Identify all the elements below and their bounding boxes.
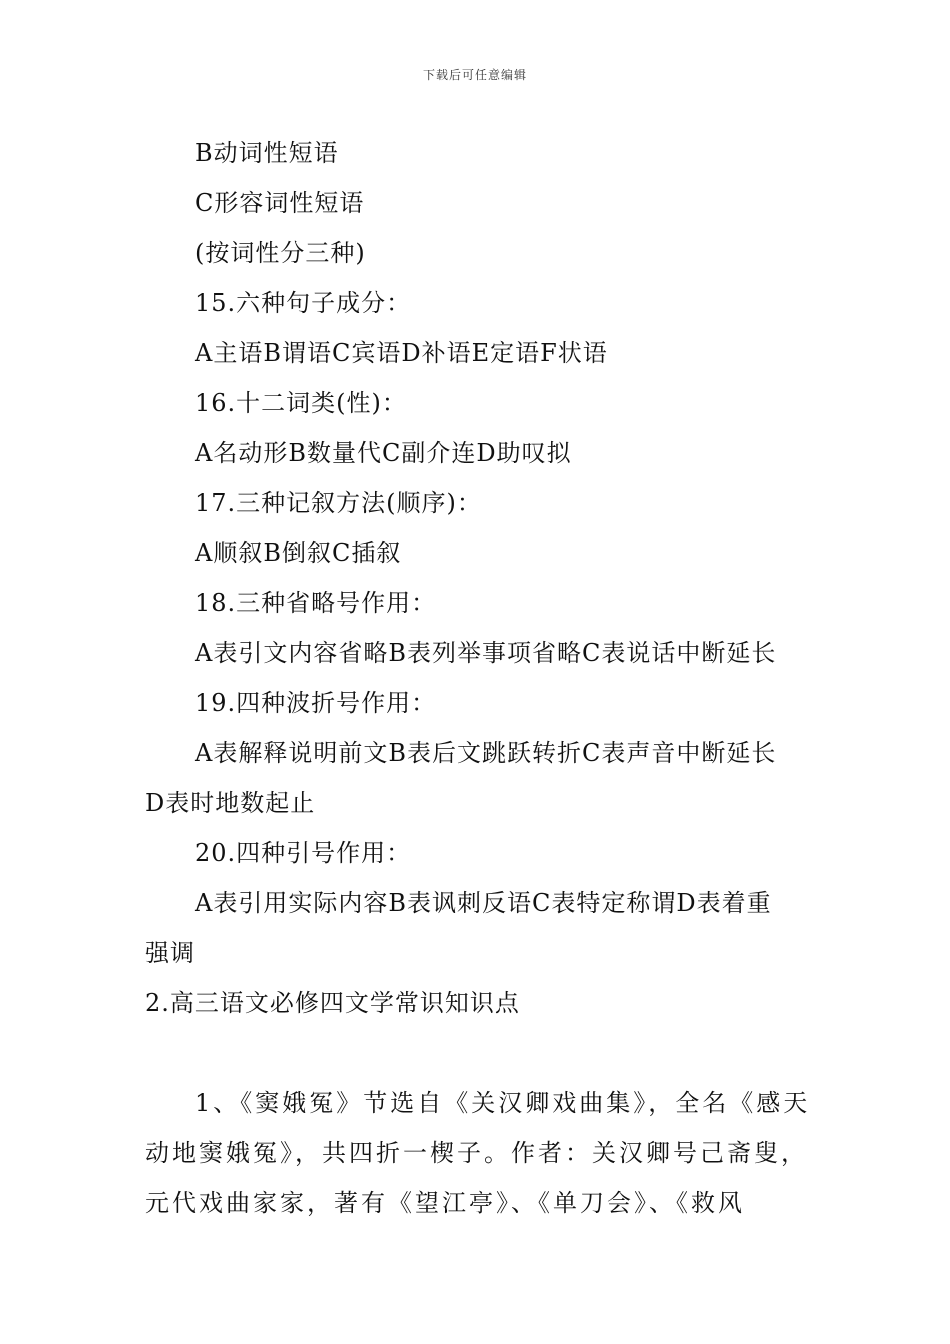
text-line: D表时地数起止	[145, 789, 316, 817]
text-line: A顺叙B倒叙C插叙	[195, 539, 402, 567]
text-line: A名动形B数量代C副介连D助叹拟	[195, 439, 572, 467]
document-body	[145, 128, 810, 1228]
text-line: A表引文内容省略B表列举事项省略C表说话中断延长	[195, 639, 777, 667]
paragraph-gap	[145, 1028, 810, 1078]
text-line: B动词性短语	[195, 139, 339, 167]
chapter-heading: 2.高三语文必修四文学常识知识点	[145, 989, 520, 1017]
text-line: A主语B谓语C宾语D补语E定语F状语	[195, 339, 608, 367]
section-heading: 20.四种引号作用：	[195, 839, 412, 867]
text-line: 元代戏曲家家，著有《望江亭》、《单刀会》、《救风	[145, 1189, 745, 1217]
text-line: A表引用实际内容B表讽刺反语C表特定称谓D表着重	[195, 889, 772, 917]
text-line: A表解释说明前文B表后文跳跃转折C表声音中断延长	[195, 739, 777, 767]
text-line: 动地窦娥冤》，共四折一楔子。作者：关汉卿号己斋叟，	[145, 1139, 808, 1167]
text-line: (按词性分三种)	[195, 239, 366, 267]
section-heading: 16.十二词类(性)：	[195, 389, 407, 417]
text-line: 1、《窦娥冤》节选自《关汉卿戏曲集》，全名《感天	[195, 1089, 811, 1117]
text-line: 强调	[145, 939, 195, 967]
page-header: 下载后可任意编辑	[422, 68, 527, 82]
section-heading: 15.六种句子成分：	[195, 289, 412, 317]
section-heading: 18.三种省略号作用：	[195, 589, 437, 617]
section-heading: 17.三种记叙方法(顺序)：	[195, 489, 482, 517]
section-heading: 19.四种波折号作用：	[195, 689, 437, 717]
text-line: C形容词性短语	[195, 189, 365, 217]
